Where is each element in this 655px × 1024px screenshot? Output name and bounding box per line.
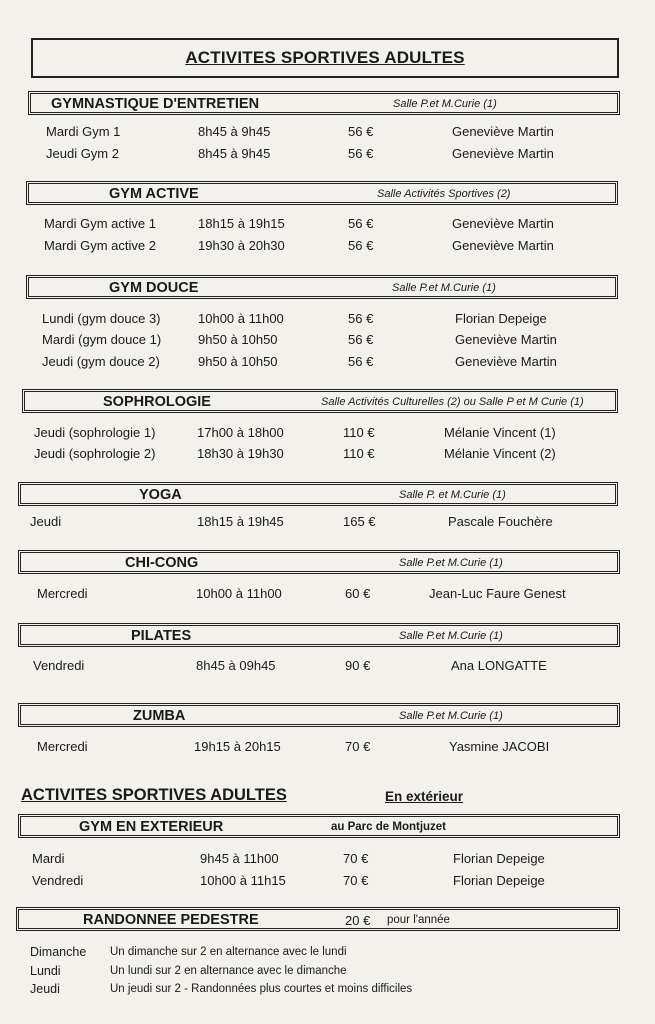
row-time: 10h00 à 11h00 xyxy=(198,311,284,326)
row-teacher: Pascale Fouchère xyxy=(448,514,553,529)
row-label: Mercredi xyxy=(37,586,88,601)
row-price: 56 € xyxy=(348,238,374,253)
row-price: 70 € xyxy=(343,873,369,888)
row-label: Jeudi xyxy=(30,514,62,529)
activity-room: Salle P.et M.Curie (1) xyxy=(399,710,503,722)
row-teacher: Geneviève Martin xyxy=(452,216,554,231)
outdoor-gym-name: GYM EN EXTERIEUR xyxy=(79,819,224,835)
row-time: 8h45 à 9h45 xyxy=(198,124,271,139)
row-label: Mardi xyxy=(32,851,65,866)
title-box xyxy=(31,38,619,78)
rando-header xyxy=(16,907,620,931)
row-price: 56 € xyxy=(348,311,374,326)
rando-day: Lundi xyxy=(30,964,61,978)
rando-day: Dimanche xyxy=(30,945,87,959)
section-header xyxy=(28,91,620,115)
rando-price: 20 € xyxy=(345,913,371,928)
rando-day: Jeudi xyxy=(30,982,60,996)
rando-desc: Un dimanche sur 2 en alternance avec le lundi xyxy=(110,946,347,958)
row-teacher: Geneviève Martin xyxy=(452,124,554,139)
outdoor-gym-header xyxy=(18,814,620,838)
page-title: ACTIVITES SPORTIVES ADULTES xyxy=(185,48,465,67)
row-teacher: Geneviève Martin xyxy=(452,238,554,253)
activity-room: Salle P.et M.Curie (1) xyxy=(399,557,503,569)
row-price: 56 € xyxy=(348,146,374,161)
activity-name: GYM ACTIVE xyxy=(109,186,199,202)
row-time: 9h50 à 10h50 xyxy=(198,354,278,369)
row-label: Lundi (gym douce 3) xyxy=(42,311,161,326)
row-teacher: Geneviève Martin xyxy=(455,354,557,369)
section-header xyxy=(18,550,620,574)
section-header xyxy=(22,389,618,413)
row-price: 56 € xyxy=(348,332,374,347)
rando-desc: Un jeudi sur 2 - Randonnées plus courtes et moins difficiles xyxy=(110,983,413,995)
row-label: Jeudi (gym douce 2) xyxy=(42,354,160,369)
row-price: 165 € xyxy=(343,514,376,529)
row-label: Jeudi (sophrologie 1) xyxy=(34,425,156,440)
row-label: Vendredi xyxy=(33,658,85,673)
activity-name: GYM DOUCE xyxy=(109,280,199,296)
row-price: 70 € xyxy=(345,739,371,754)
row-teacher: Mélanie Vincent (2) xyxy=(444,446,556,461)
section-header xyxy=(18,482,618,506)
row-price: 110 € xyxy=(343,446,375,461)
row-label: Mardi Gym active 1 xyxy=(44,216,156,231)
section-header xyxy=(18,623,620,647)
rando-desc: Un lundi sur 2 en alternance avec le dimanche xyxy=(110,965,347,977)
row-teacher: Ana LONGATTE xyxy=(451,658,547,673)
activity-name: CHI-CONG xyxy=(125,555,199,571)
activity-name: ZUMBA xyxy=(133,708,186,724)
row-label: Jeudi (sophrologie 2) xyxy=(34,446,156,461)
row-label: Mardi (gym douce 1) xyxy=(42,332,162,347)
activity-name: SOPHROLOGIE xyxy=(103,394,211,410)
outdoor-title: ACTIVITES SPORTIVES ADULTES xyxy=(21,786,287,804)
section-header xyxy=(18,703,620,727)
row-teacher: Florian Depeige xyxy=(453,873,545,888)
row-teacher: Geneviève Martin xyxy=(455,332,557,347)
row-price: 70 € xyxy=(343,851,369,866)
activity-room: Salle Activités Culturelles (2) ou Salle P et M Curie (1) xyxy=(321,396,584,408)
row-time: 19h15 à 20h15 xyxy=(194,739,281,754)
row-teacher: Florian Depeige xyxy=(453,851,545,866)
row-teacher: Mélanie Vincent (1) xyxy=(444,425,556,440)
row-time: 10h00 à 11h15 xyxy=(200,873,286,888)
activity-name: PILATES xyxy=(131,628,192,644)
row-label: Mercredi xyxy=(37,739,88,754)
activity-name: GYMNASTIQUE D'ENTRETIEN xyxy=(51,96,260,112)
activity-room: Salle P.et M.Curie (1) xyxy=(392,282,496,294)
row-time: 9h50 à 10h50 xyxy=(198,332,278,347)
activity-room: Salle P.et M.Curie (1) xyxy=(393,98,497,110)
row-time: 8h45 à 09h45 xyxy=(196,658,276,673)
row-time: 18h15 à 19h15 xyxy=(198,216,285,231)
activity-room: Salle P.et M.Curie (1) xyxy=(399,630,503,642)
row-time: 18h30 à 19h30 xyxy=(197,446,284,461)
row-time: 8h45 à 9h45 xyxy=(198,146,271,161)
row-label: Mardi Gym 1 xyxy=(46,124,121,139)
outdoor-gym-location: au Parc de Montjuzet xyxy=(331,821,447,833)
rando-price-note: pour l'année xyxy=(387,914,450,926)
activity-room: Salle Activités Sportives (2) xyxy=(377,188,511,200)
section-header xyxy=(26,275,618,299)
row-price: 90 € xyxy=(345,658,371,673)
row-time: 19h30 à 20h30 xyxy=(198,238,285,253)
row-label: Mardi Gym active 2 xyxy=(44,238,156,253)
row-time: 18h15 à 19h45 xyxy=(197,514,284,529)
section-header xyxy=(26,181,618,205)
row-price: 60 € xyxy=(345,586,371,601)
row-price: 110 € xyxy=(343,425,375,440)
row-price: 56 € xyxy=(348,216,374,231)
row-price: 56 € xyxy=(348,354,374,369)
row-teacher: Geneviève Martin xyxy=(452,146,554,161)
activity-room: Salle P. et M.Curie (1) xyxy=(399,489,506,501)
row-teacher: Yasmine JACOBI xyxy=(449,739,550,754)
rando-name: RANDONNEE PEDESTRE xyxy=(83,912,259,928)
row-time: 17h00 à 18h00 xyxy=(197,425,284,440)
row-time: 10h00 à 11h00 xyxy=(196,586,282,601)
row-teacher: Florian Depeige xyxy=(455,311,547,326)
outdoor-subtitle: En extérieur xyxy=(385,789,464,804)
row-label: Vendredi xyxy=(32,873,84,888)
row-teacher: Jean-Luc Faure Genest xyxy=(429,586,566,601)
row-time: 9h45 à 11h00 xyxy=(200,851,279,866)
activity-name: YOGA xyxy=(139,487,182,503)
row-price: 56 € xyxy=(348,124,374,139)
row-label: Jeudi Gym 2 xyxy=(46,146,119,161)
